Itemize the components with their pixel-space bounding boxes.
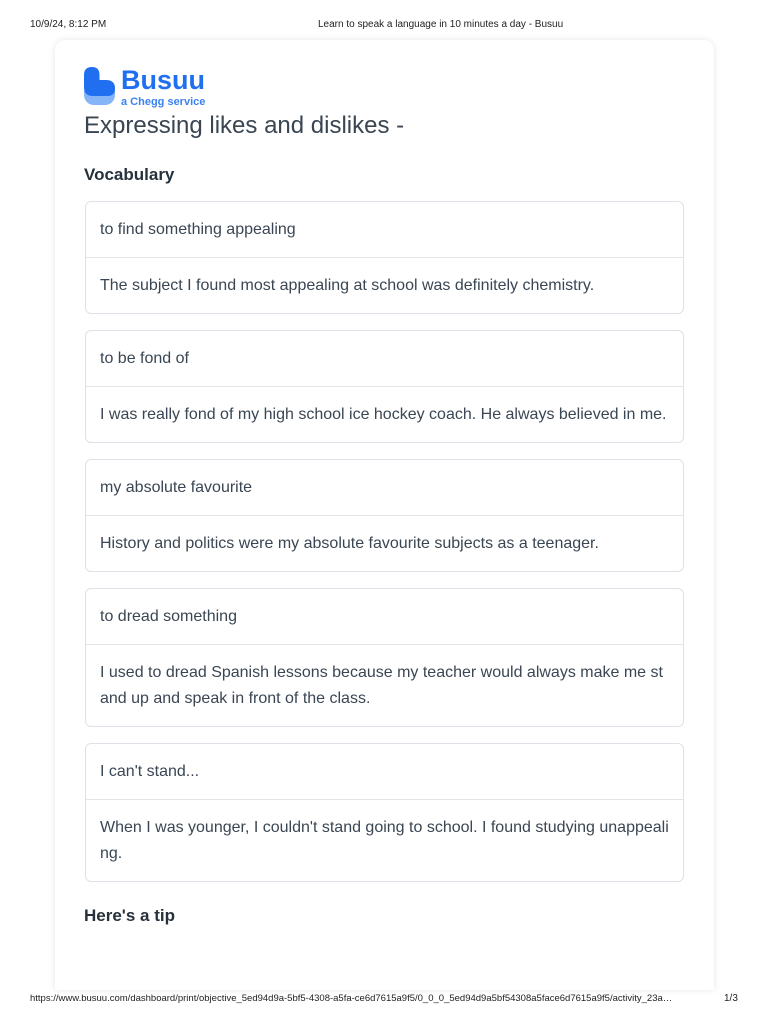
vocabulary-card bbox=[85, 201, 684, 314]
print-url: https://www.busuu.com/dashboard/print/objective_5ed94d9a-5bf5-4308-a5fa-ce6d7615a9f5/0_0_0_5ed94d9a5bf54308a5face6d7615a9f5/activity_23a… bbox=[30, 993, 673, 1004]
vocabulary-card bbox=[85, 743, 684, 882]
vocabulary-term: to be fond of bbox=[100, 349, 189, 367]
tip-heading: Here's a tip bbox=[84, 906, 175, 925]
lesson-card bbox=[55, 40, 714, 990]
vocabulary-example: History and politics were my absolute favourite subjects as a teenager. bbox=[86, 515, 683, 571]
vocabulary-term: I can't stand... bbox=[100, 762, 200, 780]
vocabulary-card bbox=[85, 330, 684, 443]
vocabulary-example: I used to dread Spanish lessons because my teacher would always make me stand up and speak in front of the class. bbox=[86, 644, 683, 726]
busuu-logo-icon bbox=[84, 67, 115, 105]
print-page-title: Learn to speak a language in 10 minutes a day - Busuu bbox=[318, 19, 564, 30]
vocabulary-card bbox=[85, 459, 684, 572]
logo-tagline: a Chegg service bbox=[121, 96, 206, 108]
lesson-title: Expressing likes and dislikes - bbox=[84, 112, 405, 139]
vocabulary-term: to find something appealing bbox=[100, 220, 296, 238]
logo-wordmark: Busuu bbox=[121, 65, 205, 95]
vocabulary-list bbox=[84, 201, 684, 882]
vocabulary-heading: Vocabulary bbox=[84, 165, 175, 184]
vocabulary-term: my absolute favourite bbox=[100, 478, 253, 496]
vocabulary-term: to dread something bbox=[100, 607, 237, 625]
busuu-logo bbox=[84, 67, 684, 107]
print-date: 10/9/24, 8:12 PM bbox=[30, 19, 107, 30]
vocabulary-example: When I was younger, I couldn't stand going to school. I found studying unappealing. bbox=[86, 799, 683, 881]
vocabulary-example: I was really fond of my high school ice hockey coach. He always believed in me. bbox=[86, 386, 683, 442]
logo-text bbox=[121, 67, 205, 108]
vocabulary-card bbox=[85, 588, 684, 727]
print-page-number: 1/3 bbox=[724, 993, 738, 1004]
vocabulary-example: The subject I found most appealing at school was definitely chemistry. bbox=[86, 257, 683, 313]
